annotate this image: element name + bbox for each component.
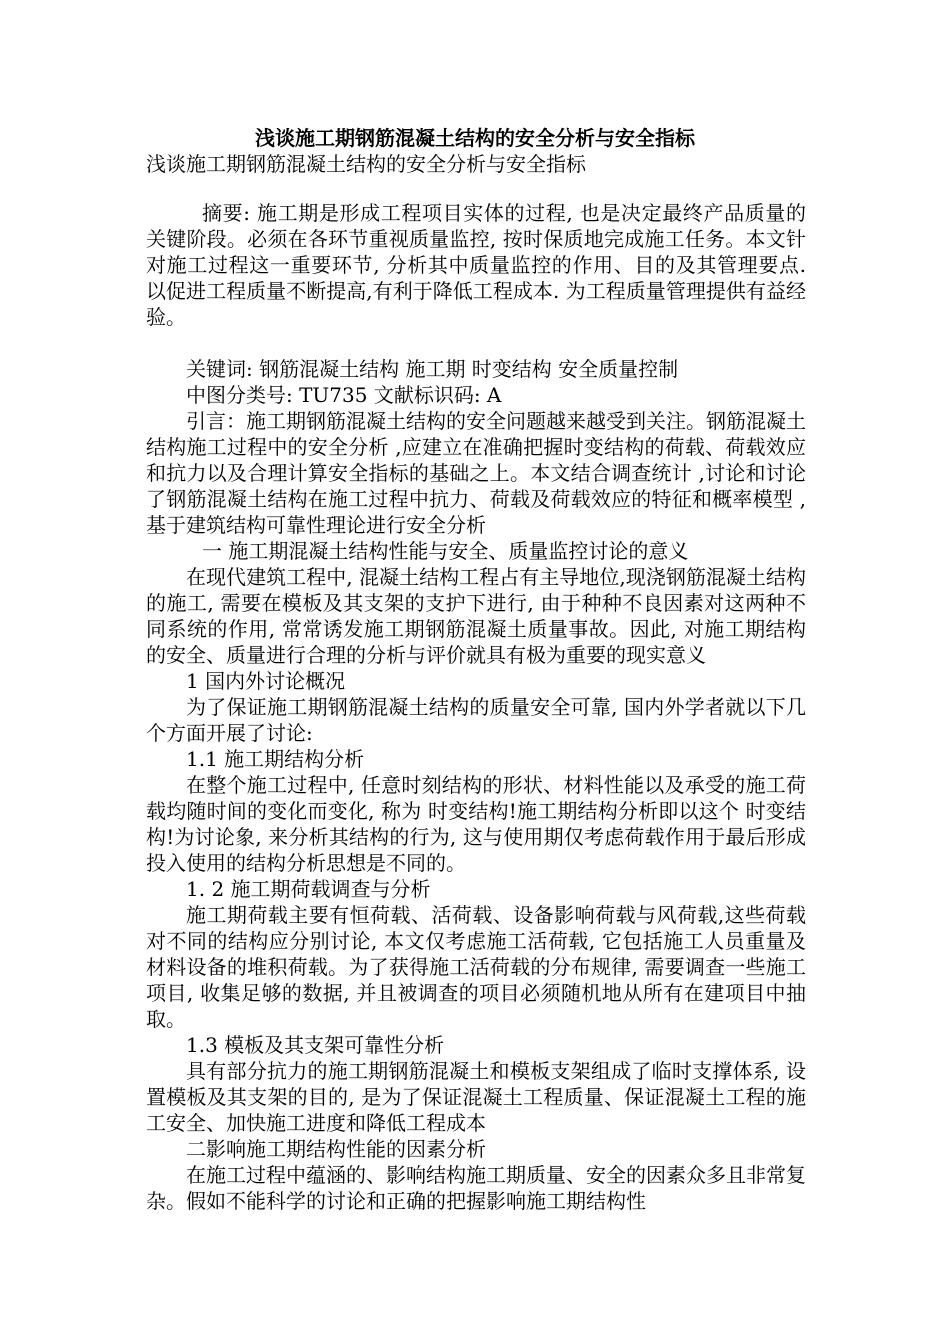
subsection-1-paragraph: 为了保证施工期钢筋混凝土结构的质量安全可靠, 国内外学者就以下几个方面开展了讨论: [146, 695, 806, 745]
section-2-paragraph: 在施工过程中蕴涵的、影响结构施工期质量、安全的因素众多且非常复杂。假如不能科学的讨论和正确的把握影响施工期结构性 [146, 1163, 806, 1213]
section-2-heading: 二影响施工期结构性能的因素分析 [186, 1137, 486, 1161]
subsection-1-3-paragraph: 具有部分抗力的施工期钢筋混凝土和模板支架组成了临时支撑体系, 设置模板及其支架的目的, 是为了保证混凝土工程质量、保证混凝土工程的施工安全、加快施工进度和降低工程成本 [146, 1059, 806, 1135]
subsection-1-2-paragraph: 施工期荷载主要有恒荷载、活荷载、设备影响荷载与风荷载,这些荷载对不同的结构应分别讨论, 本文仅考虑施工活荷载, 它包括施工人员重量及材料设备的堆积荷载。为了获得施工活荷载的分布规律, 需要调查一些施工项目, 收集足够的数据, 并且被调查的项目必须随机地从所有在建项目中抽取。 [146, 903, 806, 1031]
abstract-paragraph: 摘要: 施工期是形成工程项目实体的过程, 也是决定最终产品质量的关键阶段。必须在各环节重视质量监控, 按时保质地完成施工任务。本文针对施工过程这一重要环节, 分析其中质量监控的作用、目的及其管理要点. 以促进工程质量不断提高,有利于降低工程成本. 为工程质量管理提供有益经验。 [146, 201, 806, 329]
subsection-1-3-heading: 1.3 模板及其支架可靠性分析 [186, 1033, 445, 1057]
classification-line: 中图分类号: TU735 文献标识码: A [186, 383, 502, 407]
document-body [146, 200, 806, 1214]
section-1-heading: 一 施工期混凝土结构性能与安全、质量监控讨论的意义 [202, 539, 689, 563]
keywords-line: 关键词: 钢筋混凝土结构 施工期 时变结构 安全质量控制 [186, 357, 679, 381]
intro-paragraph: 引言：施工期钢筋混凝土结构的安全问题越来越受到关注。钢筋混凝土结构施工过程中的安全分析 ,应建立在准确把握时变结构的荷载、荷载效应和抗力以及合理计算安全指标的基础之上。本文结合调查统计 ,讨论和讨论了钢筋混凝土结构在施工过程中抗力、荷载及荷载效应的特征和概率模型 ,基于建筑结构可靠性理论进行安全分析 [146, 409, 806, 537]
subsection-1-2-heading: 1. 2 施工期荷载调查与分析 [186, 877, 431, 901]
subsection-1-heading: 1 国内外讨论概况 [186, 669, 346, 693]
subsection-1-1-heading: 1.1 施工期结构分析 [186, 747, 365, 771]
spacer [146, 330, 806, 356]
subsection-1-1-paragraph: 在整个施工过程中, 任意时刻结构的形状、材料性能以及承受的施工荷载均随时间的变化而变化, 称为 时变结构!施工期结构分析即以这个 时变结构!为讨论象, 来分析其结构的行为, 这与使用期仅考虑荷载作用于最后形成投入使用的结构分析思想是不同的。 [146, 773, 806, 875]
document-title: 浅谈施工期钢筋混凝土结构的安全分析与安全指标 [255, 126, 695, 150]
section-1-paragraph: 在现代建筑工程中, 混凝土结构工程占有主导地位,现浇钢筋混凝土结构的施工, 需要在模板及其支架的支护下进行, 由于种种不良因素对这两种不同系统的作用, 常常诱发施工期钢筋混凝土质量事故。因此, 对施工期结构的安全、质量进行合理的分析与评价就具有极为重要的现实意义 [146, 565, 806, 667]
document-subtitle: 浅谈施工期钢筋混凝土结构的安全分析与安全指标 [146, 152, 586, 176]
